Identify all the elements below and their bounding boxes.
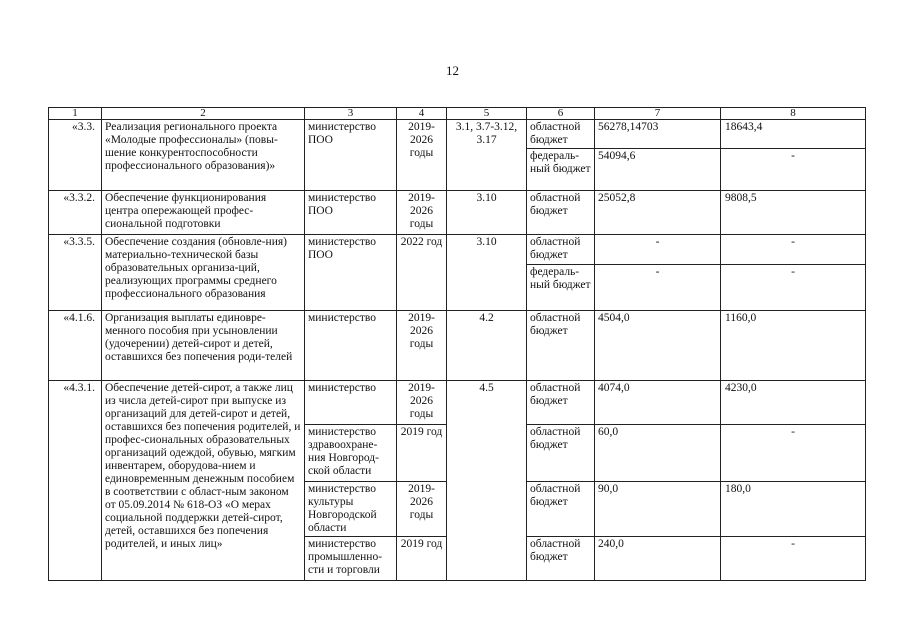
row-years: 2019-2026 годы (397, 311, 447, 381)
row-years: 2019 год (397, 537, 447, 581)
row-number: «4.3.1. (49, 381, 102, 581)
row-targets: 4.2 (447, 311, 527, 381)
header-row (49, 108, 866, 120)
column-header: 5 (447, 108, 527, 120)
row-source: областной бюджет (527, 425, 595, 482)
row-years: 2019-2026 годы (397, 120, 447, 191)
row-years: 2019-2026 годы (397, 191, 447, 235)
row-source: федераль-ный бюджет (527, 265, 595, 311)
table-row (49, 191, 866, 235)
column-header: 1 (49, 108, 102, 120)
row-source: областной бюджет (527, 311, 595, 381)
column-header: 4 (397, 108, 447, 120)
row-executor: министерство ПОО (305, 191, 397, 235)
row-executor: министерство промышленно-сти и торговли (305, 537, 397, 581)
row-targets: 3.1, 3.7-3.12, 3.17 (447, 120, 527, 191)
table-row (49, 120, 866, 149)
column-header: 6 (527, 108, 595, 120)
row-source: областной бюджет (527, 235, 595, 265)
row-description: Организация выплаты единовре-менного пособия при усыновлении (удочерении) детей-сирот и детей, оставшихся без попечения роди-телей (102, 311, 305, 381)
row-targets: 3.10 (447, 235, 527, 311)
row-value-8: 18643,4 (721, 120, 866, 149)
column-header: 7 (595, 108, 721, 120)
row-source: областной бюджет (527, 381, 595, 425)
row-value-7: 4074,0 (595, 381, 721, 425)
row-source: областной бюджет (527, 120, 595, 149)
row-description: Обеспечение создания (обновле-ния) материально-технической базы образовательных организа-ций, реализующих программы среднего профессионального образования (102, 235, 305, 311)
row-value-8: - (721, 149, 866, 191)
row-number: «3.3.5. (49, 235, 102, 311)
row-value-7: - (595, 265, 721, 311)
table-row (49, 235, 866, 265)
row-executor: министерство ПОО (305, 235, 397, 311)
row-targets: 4.5 (447, 381, 527, 581)
row-source: областной бюджет (527, 537, 595, 581)
row-source: областной бюджет (527, 482, 595, 537)
row-executor: министерство (305, 311, 397, 381)
row-value-7: 60,0 (595, 425, 721, 482)
row-value-7: 56278,14703 (595, 120, 721, 149)
column-header: 3 (305, 108, 397, 120)
row-description: Обеспечение детей-сирот, а также лиц из числа детей-сирот при выпуске из организаций для детей-сирот и детей, оставшихся без попечения родителей, и профес-сиональных образовательных организаций одеждой, обувью, мягким инвентарем, оборудова-нием и единовременным денежным пособием в соответствии с област-ным законом от 05.09.2014 № 618-ОЗ «О мерах социальной поддержки детей-сирот, детей, оставшихся без попечения родителей, и иных лиц» (102, 381, 305, 581)
row-number: «4.1.6. (49, 311, 102, 381)
row-value-7: 240,0 (595, 537, 721, 581)
row-value-8: - (721, 235, 866, 265)
row-value-7: 25052,8 (595, 191, 721, 235)
program-table (48, 107, 866, 581)
row-value-8: 4230,0 (721, 381, 866, 425)
row-value-8: - (721, 537, 866, 581)
row-value-8: - (721, 425, 866, 482)
row-value-7: 4504,0 (595, 311, 721, 381)
row-value-7: 90,0 (595, 482, 721, 537)
row-number: «3.3.2. (49, 191, 102, 235)
row-description: Реализация регионального проекта «Молодые профессионалы» (повы-шение конкурентоспособности профессионального образования)» (102, 120, 305, 191)
row-source: федераль-ный бюджет (527, 149, 595, 191)
column-header: 2 (102, 108, 305, 120)
row-years: 2022 год (397, 235, 447, 311)
row-years: 2019-2026 годы (397, 482, 447, 537)
row-value-8: 9808,5 (721, 191, 866, 235)
row-years: 2019 год (397, 425, 447, 482)
row-value-7: 54094,6 (595, 149, 721, 191)
row-description: Обеспечение функционирования центра опережающей профес-сиональной подготовки (102, 191, 305, 235)
row-value-8: 180,0 (721, 482, 866, 537)
row-targets: 3.10 (447, 191, 527, 235)
row-value-8: 1160,0 (721, 311, 866, 381)
row-source: областной бюджет (527, 191, 595, 235)
column-header: 8 (721, 108, 866, 120)
row-value-7: - (595, 235, 721, 265)
row-executor: министерство культуры Новгородской области (305, 482, 397, 537)
row-value-8: - (721, 265, 866, 311)
table-row (49, 381, 866, 425)
row-executor: министерство ПОО (305, 120, 397, 191)
row-number: «3.3. (49, 120, 102, 191)
row-executor: министерство здравоохране-ния Новгород-ской области (305, 425, 397, 482)
row-years: 2019-2026 годы (397, 381, 447, 425)
row-executor: министерство (305, 381, 397, 425)
page-number: 12 (446, 63, 459, 78)
table-row (49, 311, 866, 381)
